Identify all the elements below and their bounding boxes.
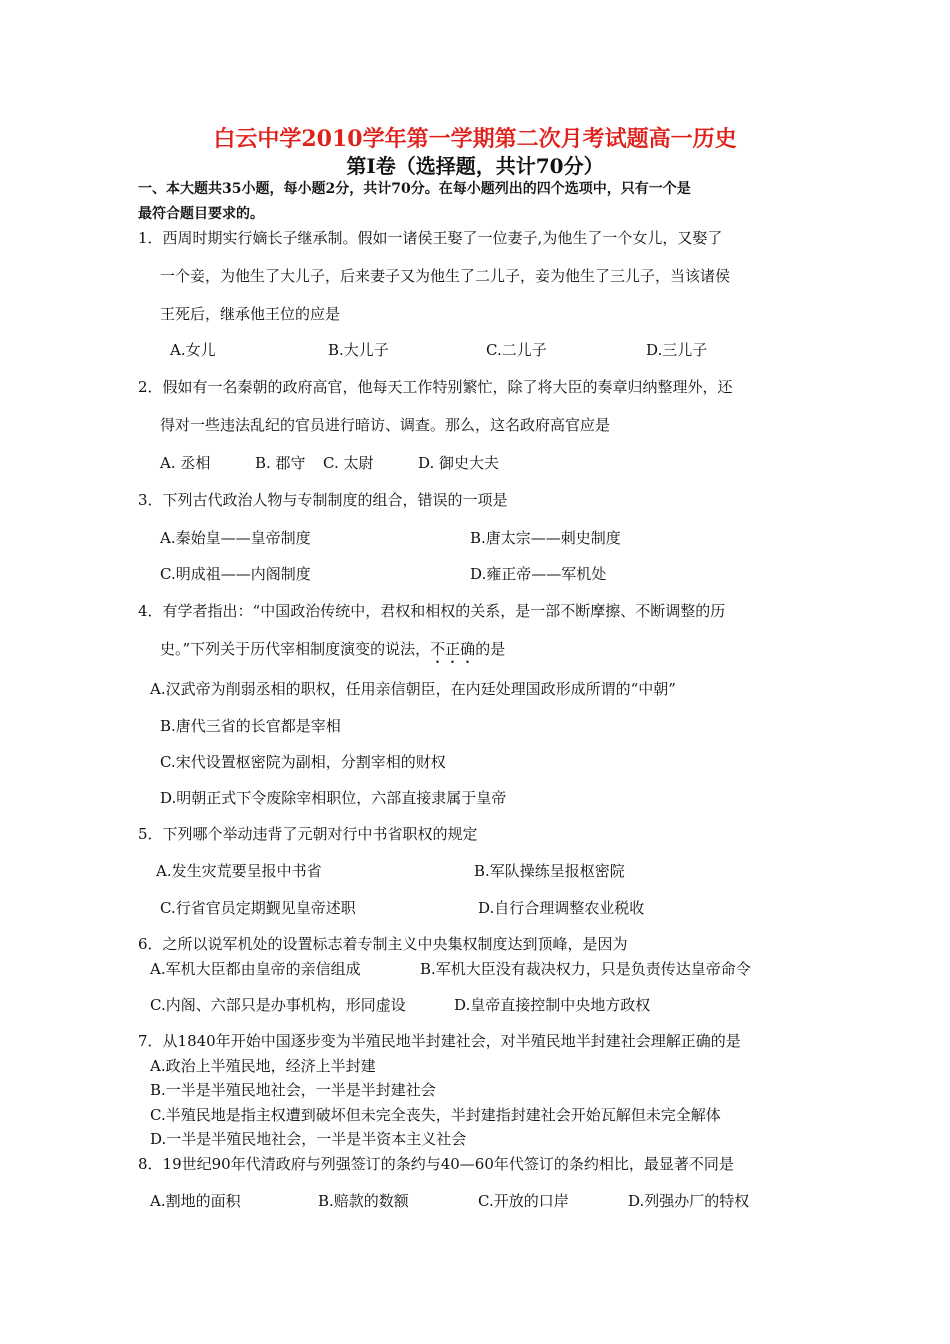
question-1-option-b: B.大儿子 <box>328 341 389 359</box>
question-5-option-b: B.军队操练呈报枢密院 <box>474 862 625 880</box>
question-4-line-2-text: 史。”下列关于历代宰相制度演变的说法， <box>160 640 431 658</box>
question-4-line-2 <box>160 639 505 667</box>
question-6-option-b: B.军机大臣没有裁决权力，只是负责传达皇帝命令 <box>420 960 751 978</box>
question-6-option-a: A.军机大臣都由皇帝的亲信组成 <box>150 960 361 978</box>
question-3-option-a: A.秦始皇——皇帝制度 <box>160 529 311 547</box>
question-4-line-1: 4．有学者指出：“中国政治传统中，君权和相权的关系，是一部不断摩擦、不断调整的历 <box>138 602 726 620</box>
question-4-option-d: D.明朝正式下令废除宰相职位，六部直接隶属于皇帝 <box>160 789 507 807</box>
question-1-option-a: A.女儿 <box>170 341 216 359</box>
question-5-option-d: D.自行合理调整农业税收 <box>478 899 645 917</box>
question-6-line-1: 6．之所以说军机处的设置标志着专制主义中央集权制度达到顶峰，是因为 <box>138 935 628 953</box>
question-4-line-2-end: 的是 <box>475 640 506 658</box>
question-4-option-b: B.唐代三省的长官都是宰相 <box>160 717 341 735</box>
question-4-option-a: A.汉武帝为削弱丞相的职权，任用亲信朝臣，在内廷处理国政形成所谓的“中朝” <box>150 680 676 698</box>
emphasis-not-correct: 不正确 <box>430 640 476 658</box>
question-2-line-2: 得对一些违法乱纪的官员进行暗访、调查。那么，这名政府高官应是 <box>160 416 611 434</box>
question-8-line-1: 8．19世纪90年代清政府与列强签订的条约与40—60年代签订的条约相比，最显著不同是 <box>138 1155 734 1173</box>
question-1-line-1: 1．西周时期实行嫡长子继承制。假如一诸侯王娶了一位妻子,为他生了一个女儿，又娶了 <box>138 229 723 247</box>
question-1-option-d: D.三儿子 <box>646 341 708 359</box>
question-7-option-d: D.一半是半殖民地社会，一半是半资本主义社会 <box>150 1130 467 1148</box>
question-8-option-a: A.割地的面积 <box>150 1192 241 1210</box>
question-8-option-c: C.开放的口岸 <box>478 1192 569 1210</box>
question-3-option-d: D.雍正帝——军机处 <box>470 565 607 583</box>
question-4-option-c: C.宋代设置枢密院为副相，分割宰相的财权 <box>160 753 446 771</box>
question-7-option-b: B.一半是半殖民地社会，一半是半封建社会 <box>150 1081 436 1099</box>
instructions-line-1: 一、本大题共35小题，每小题2分，共计70分。在每小题列出的四个选项中，只有一个是 <box>138 181 691 197</box>
question-7-option-c: C.半殖民地是指主权遭到破坏但未完全丧失，半封建指封建社会开始瓦解但未完全解体 <box>150 1106 721 1124</box>
question-6-option-d: D.皇帝直接控制中央地方政权 <box>454 996 651 1014</box>
instructions-line-2: 最符合题目要求的。 <box>138 206 264 222</box>
question-2-line-1: 2．假如有一名秦朝的政府高官，他每天工作特别繁忙，除了将大臣的奏章归纳整理外，还 <box>138 378 733 396</box>
question-1-line-3: 王死后，继承他王位的应是 <box>160 305 341 323</box>
question-1-line-2: 一个妾，为他生了大儿子，后来妻子又为他生了二儿子，妾为他生了三儿子，当该诸侯 <box>160 267 731 285</box>
exam-title: 白云中学2010学年第一学期第二次月考试题高一历史 <box>213 126 737 152</box>
question-3-option-c: C.明成祖——内阁制度 <box>160 565 311 583</box>
question-2-option-c: C. 太尉 <box>323 454 374 472</box>
question-6-option-c: C.内阁、六部只是办事机构，形同虚设 <box>150 996 406 1014</box>
question-7-line-1: 7．从1840年开始中国逐步变为半殖民地半封建社会，对半殖民地半封建社会理解正确的是 <box>138 1032 741 1050</box>
section-title: 第Ⅰ卷（选择题，共计70分） <box>346 154 604 178</box>
question-2-option-b: B. 郡守 <box>255 454 306 472</box>
question-8-option-b: B.赔款的数额 <box>318 1192 409 1210</box>
question-3-line-1: 3．下列古代政治人物与专制制度的组合，错误的一项是 <box>138 491 508 509</box>
question-2-option-d: D. 御史大夫 <box>418 454 500 472</box>
question-3-option-b: B.唐太宗——刺史制度 <box>470 529 621 547</box>
question-7-option-a: A.政治上半殖民地，经济上半封建 <box>150 1057 376 1075</box>
question-5-option-c: C.行省官员定期觐见皇帝述职 <box>160 899 356 917</box>
question-2-option-a: A. 丞相 <box>160 454 211 472</box>
question-1-option-c: C.二儿子 <box>486 341 547 359</box>
question-5-line-1: 5．下列哪个举动违背了元朝对行中书省职权的规定 <box>138 825 478 843</box>
question-8-option-d: D.列强办厂的特权 <box>628 1192 750 1210</box>
question-5-option-a: A.发生灾荒要呈报中书省 <box>156 862 322 880</box>
